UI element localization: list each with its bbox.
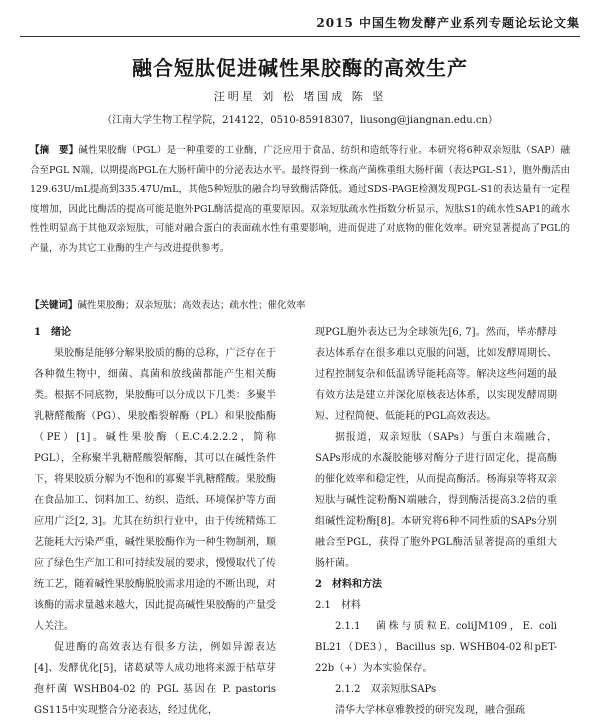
abstract (30, 141, 570, 258)
paragraph: 2.1.2 双亲短肽SAPs (335, 684, 437, 695)
paragraph: 现PGL胞外表达已为全球领先[6, 7]。然而，毕赤酵母表达体系存在很多难以克服的问题，比如发酵周期长、过程控制复杂和低温诱导能耗高等。解决这些问题的最有效方法是建立并深化原核表达体系，以实现发酵周期短、过程简便、低能耗的PGL高效表达。 (315, 327, 557, 422)
paragraph: 清华大学林章雅教授的研究发现，融合强疏 (335, 705, 525, 716)
affiliation: （江南大学生物工程学院，214122，0510-85918307，liusong@jiangnan.edu.cn） (102, 115, 498, 126)
paragraph: 果胶酶是能够分解果胶质的酶的总称，广泛存在于各种微生物中，细菌、真菌和放线菌都能产生相关酶类。根据不同底物，果胶酶可以分成以下几类：多聚半乳糖醛酸酶（PG）、果胶酯裂解酶（PL）和果胶酯酶（PE）[1]。碱性果胶酶（E.C.4.2.2.2，简称 PGL），全称聚半乳糖醛酸裂解酶，其可以在碱性条件下，将果胶质分解为不饱和的寡聚半乳糖醛酸。果胶酶在食品加工、饲料加工、纺织、造纸、环境保护等方面应用广泛[2, 3]。尤其在纺织行业中，由于传统精炼工艺能耗大污染严重，碱性果胶酶作为一种生物制剂，顺应了绿色生产加工和可持续发展的要求，慢慢取代了传统工艺，随着碱性果胶酶脱胶需求用途的不断出现，对该酶的需求量越来越大，因此提高碱性果胶酶的产量受人关注。 (34, 348, 276, 632)
abstract-text: 碱性果胶酶（PGL）是一种重要的工业酶，广泛应用于食品、纺织和造纸等行业。本研究将6种双亲短肽（SAP）融合至PGL N端，以期提高PGL在大肠杆菌中的分泌表达水平。最终得到一株高产菌株重组大肠杆菌（表达PGL-S1），胞外酶活由129.63U/mL提高到335.47U/mL，其他5种短肽的融合均导致酶活降低。通过SDS-PAGE检测发现PGL-S1的表达量有一定程度增加，因此比酶活的提高可能是胞外PGL酶活提高的重要原因。双亲短肽疏水性指数分析显示，短肽S1的疏水性SAP1的疏水性性明显高于其他双亲短肽，可能对融合蛋白的表面疏水性有重要影响，进而促进了对底物的催化效率。研究显著提高了PGL的产量，亦为其它工业酶的生产与改进提供参考。 (30, 145, 570, 254)
paragraph: 促进酶的高效表达有很多方法，例如异源表达[4]、发酵优化[5]，诸葛斌等人成功地将来源于枯草芽孢杆菌 WSHB04-02 的 PGL 基因在 P. pastoris GS115中实现整合分泌表达，经过优化， (34, 642, 276, 716)
running-header: 2015 中国生物发酵产业系列专题论坛论文集 (20, 12, 580, 37)
paper-title: 融合短肽促进碱性果胶酶的高效生产 (132, 56, 468, 80)
keywords (30, 296, 570, 315)
section-1-title: 1 绪论 (34, 327, 71, 338)
keywords-label: 【关键词】 (30, 300, 78, 311)
left-column (34, 322, 276, 721)
keywords-text: 碱性果胶酶；双亲短肽；高效表达；疏水性；催化效率 (77, 300, 306, 311)
abstract-label: 【摘 要】 (30, 145, 79, 156)
section-2-title: 2 材料和方法 (315, 579, 382, 590)
subsection-2-1-title: 2.1 材料 (315, 600, 361, 611)
right-column (315, 322, 557, 721)
paragraph: 据报道，双亲短肽（SAPs）与蛋白末端融合，SAPs形成的水凝胶能够对酶分子进行固定化，提高酶的催化效率和稳定性，从而提高酶活。杨海泉等将双亲短肽与碱性淀粉酶N端融合，得到酶活提高3.2倍的重组碱性淀粉酶[8]。本研究将6种不同性质的SAPs分别融合至PGL，获得了胞外PGL酶活显著提高的重组大肠杆菌。 (315, 432, 557, 569)
paragraph: 2.1.1 菌株与质粒E. coliJM109，E. coli BL21（DE3），Bacillus sp. WSHB04-02和pET-22b（+）为本实验保存。 (315, 621, 557, 674)
author-list: 汪明星 刘 松 堵国成 陈 坚 (213, 90, 387, 103)
